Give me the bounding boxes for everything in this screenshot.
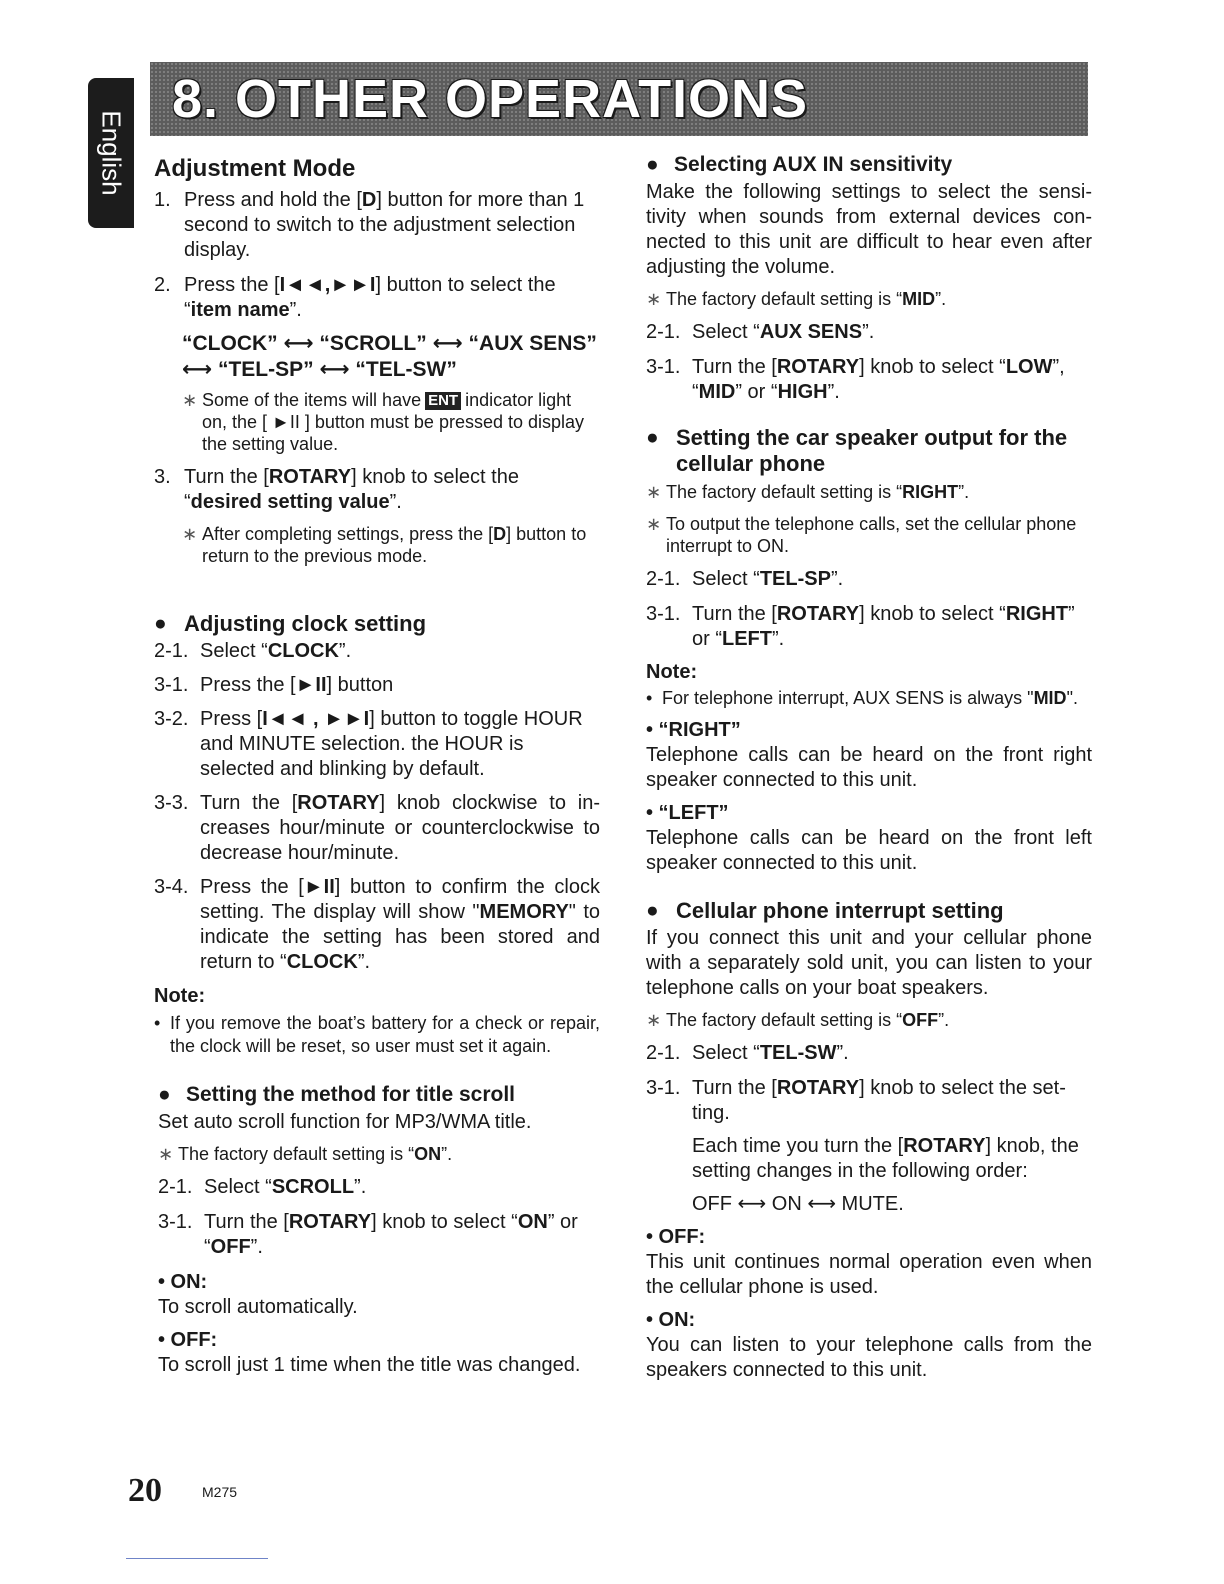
left-column	[154, 150, 600, 1378]
item-sequence	[154, 331, 600, 383]
cellular-on-label: • ON:	[646, 1309, 696, 1331]
speaker-output-note: ∗ To output the telephone calls, set the cellular phone interrupt to ON.	[646, 514, 1077, 556]
language-tab-label: English	[96, 110, 127, 196]
aux-intro: Make the following settings to select the sensi- tivity when sounds from external devices con- nected to this unit are difficult to hear even after adjusting the volume.	[646, 181, 1092, 278]
clock-step-2-1: 2-1. Select “CLOCK”.	[154, 640, 352, 662]
cellular-intro: If you connect this unit and your cellular phone with a separately sold unit, you can listen to your telephone calls on your boat speakers.	[646, 927, 1092, 999]
clock-step-3-1: 3-1. Press the [►II] button	[154, 674, 394, 696]
bullet-icon: ●	[646, 426, 659, 449]
speaker-right-text: Telephone calls can be heard on the front right speaker connected to this unit.	[646, 744, 1092, 791]
speaker-right-label: • “RIGHT”	[646, 719, 741, 741]
bullet-icon: ●	[646, 899, 659, 922]
model-number: M275	[202, 1484, 238, 1500]
scroll-off-text: To scroll just 1 time when the title was changed.	[158, 1354, 581, 1376]
speaker-step-2-1: 2-1. Select “TEL-SP”.	[646, 568, 844, 590]
aux-heading: ● Selecting AUX IN sensitivity	[646, 153, 953, 176]
clock-step-3-2: 3-2. Press [I◄◄ , ►►I] button to toggle HOUR and MINUTE selection. the HOUR is selected and blinking by default.	[154, 708, 583, 780]
adjustment-step-2: 2. Press the [I◄◄,►►I] button to select the “item name”.	[154, 274, 556, 321]
section-title: 8. OTHER OPERATIONS	[172, 69, 809, 129]
ent-indicator-note: ∗ Some of the items will have ENT indicator light on, the [ ►II ] button must be pressed to display the setting value.	[182, 390, 585, 454]
speaker-left-text: Telephone calls can be heard on the front left speaker connected to this unit.	[646, 827, 1092, 874]
item-sequence-line-2: ⟷ “TEL-SP” ⟷ “TEL-SW”	[182, 358, 457, 381]
bullet-icon: ●	[158, 1083, 171, 1106]
aux-step-2-1: 2-1. Select “AUX SENS”.	[646, 321, 875, 343]
scroll-intro: Set auto scroll function for MP3/WMA title.	[158, 1111, 532, 1133]
adjustment-step-3: 3. Turn the [ROTARY] knob to select the “desired setting value”.	[154, 466, 519, 513]
aux-default-note: ∗ The factory default setting is “MID”.	[646, 289, 947, 309]
aux-step-3-1: 3-1. Turn the [ROTARY] knob to select “LOW”, “MID” or “HIGH”.	[646, 356, 1065, 403]
scroll-heading: ● Setting the method for title scroll	[158, 1083, 516, 1106]
right-column	[646, 150, 1092, 1383]
cellular-order: OFF ⟷ ON ⟷ MUTE.	[692, 1193, 904, 1215]
scroll-on-label: • ON:	[158, 1271, 208, 1293]
scroll-off-label: • OFF:	[158, 1329, 218, 1351]
cellular-default-note: ∗ The factory default setting is “OFF”.	[646, 1010, 950, 1030]
bullet-icon: ●	[646, 153, 659, 176]
speaker-step-3-1: 3-1. Turn the [ROTARY] knob to select “RIGHT” or “LEFT”.	[646, 603, 1075, 650]
scroll-section	[154, 1082, 600, 1378]
speaker-default-note: ∗ The factory default setting is “RIGHT”.	[646, 482, 970, 502]
language-tab	[88, 78, 134, 228]
speaker-note-label: Note:	[646, 661, 698, 683]
scroll-default-note: ∗ The factory default setting is “ON”.	[158, 1144, 453, 1164]
clock-step-3-3: 3-3. Turn the [ROTARY] knob clockwise to in- creases hour/minute or counterclockwise to decrease hour/minute.	[154, 792, 600, 864]
page-number: 20	[128, 1472, 162, 1509]
cellular-off-text: This unit continues normal operation even when the cellular phone is used.	[646, 1251, 1092, 1298]
speaker-note: • For telephone interrupt, AUX SENS is always "MID".	[646, 688, 1078, 708]
speaker-heading: ● Setting the car speaker output for the cellular phone	[646, 425, 1068, 476]
cellular-off-label: • OFF:	[646, 1226, 706, 1248]
clock-note: • If you remove the boat’s battery for a check or repair, the clock will be reset, so user must set it again.	[154, 1013, 600, 1056]
clock-heading: ● Adjusting clock setting	[154, 611, 427, 636]
section-banner	[150, 62, 1088, 136]
cellular-on-text: You can listen to your telephone calls from the speakers connected to this unit.	[646, 1334, 1092, 1381]
return-mode-note: ∗ After completing settings, press the [D] button to return to the previous mode.	[182, 524, 587, 566]
cellular-heading: ● Cellular phone interrupt setting	[646, 898, 1004, 923]
ent-indicator-icon: ENT	[425, 392, 461, 410]
cellular-each-time: Each time you turn the [ROTARY] knob, the setting changes in the following order:	[692, 1135, 1079, 1182]
clock-section	[154, 611, 600, 1058]
speaker-section	[646, 425, 1092, 876]
cellular-step-2-1: 2-1. Select “TEL-SW”.	[646, 1042, 849, 1064]
adjustment-mode-section	[154, 154, 600, 567]
footer-rule	[126, 1558, 268, 1559]
scroll-step-3-1: 3-1. Turn the [ROTARY] knob to select “ON” or “OFF”.	[158, 1211, 578, 1258]
bullet-icon: ●	[154, 612, 167, 635]
cellular-section	[646, 898, 1092, 1383]
cellular-step-3-1: 3-1. Turn the [ROTARY] knob to select the set- ting.	[646, 1077, 1066, 1124]
item-sequence-line-1: “CLOCK” ⟷ “SCROLL” ⟷ “AUX SENS”	[182, 332, 597, 355]
adjustment-mode-heading: Adjustment Mode	[154, 155, 356, 182]
clock-note-label: Note:	[154, 985, 206, 1007]
aux-section	[646, 152, 1092, 405]
adjustment-step-1: 1. Press and hold the [D] button for more than 1 second to switch to the adjustment selection display.	[154, 189, 585, 261]
speaker-left-label: • “LEFT”	[646, 802, 729, 824]
clock-step-3-4: 3-4. Press the [►II] button to confirm the clock setting. The display will show "MEMORY" to indicate the setting has been stored and return to “CLOCK”.	[154, 876, 600, 973]
scroll-step-2-1: 2-1. Select “SCROLL”.	[158, 1176, 367, 1198]
scroll-on-text: To scroll automatically.	[158, 1296, 358, 1318]
